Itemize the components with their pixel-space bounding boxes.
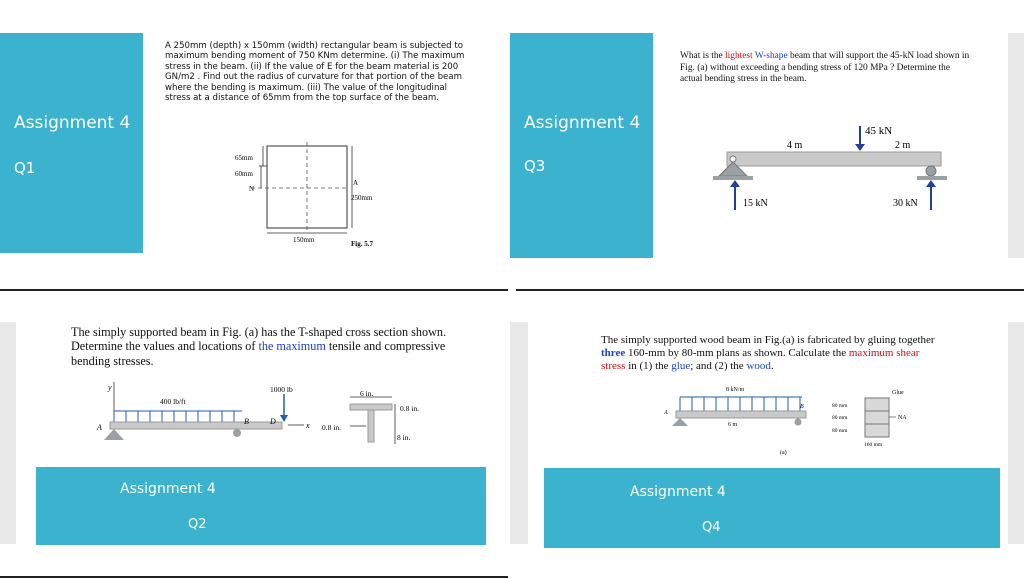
q2-dist-load-arrows: [114, 411, 234, 422]
q3-pin-a: [730, 156, 736, 162]
q2-flange-t-label: 0.8 in.: [400, 404, 419, 413]
q4-figure: [660, 384, 920, 459]
q2-t-web: [368, 410, 374, 442]
q2-support-b: [233, 429, 241, 437]
q3-title: Assignment 4: [524, 113, 641, 133]
q4-span-label: 6 m: [728, 422, 738, 428]
q4-section-bot: [865, 424, 889, 437]
slide-q2: [0, 292, 510, 579]
q1-title: Assignment 4: [14, 113, 131, 133]
q2-b-label: B: [244, 417, 249, 426]
q4-right-margin: [1008, 322, 1024, 544]
q4-support-a: [672, 418, 688, 426]
q4-section-mid: [865, 411, 889, 424]
q1-depth-label: 250mm: [351, 194, 373, 202]
q2-dist-load-label: 400 lb/ft: [160, 397, 186, 406]
q4-fig-caption: (a): [780, 450, 787, 456]
q3-beam: [727, 152, 941, 166]
q4-h2: 80 mm: [832, 415, 848, 421]
q3-span2: 2 m: [895, 140, 911, 151]
q3-span1: 4 m: [787, 140, 803, 151]
q3-right-margin: [1008, 33, 1024, 258]
q4-bottom-panel: [544, 468, 1000, 548]
slide-q3: [510, 0, 1024, 290]
q4-section-top: [865, 398, 889, 411]
q2-web-label: 0.8 in.: [322, 423, 341, 432]
divider-bottom-left: [0, 576, 508, 578]
q3-side-panel: [510, 33, 653, 258]
q1-dim-60: 60mm: [235, 170, 253, 178]
q2-flange-label: 6 in.: [360, 389, 374, 398]
q2-x-label: x: [306, 421, 310, 430]
q2-title: Assignment 4: [120, 481, 216, 497]
q2-figure: [92, 382, 452, 457]
q4-support-b: [795, 419, 802, 426]
q4-title: Assignment 4: [630, 484, 726, 500]
slide-q4: [510, 292, 1024, 579]
q4-label: Q4: [702, 520, 721, 535]
q2-depth-label: 8 in.: [397, 433, 411, 442]
slide-q1: [0, 0, 510, 285]
q4-b-label: B: [800, 404, 804, 410]
q3-r2-label: 30 kN: [893, 198, 918, 209]
q1-width-label: 150mm: [293, 236, 315, 244]
q4-a-label: A: [664, 410, 668, 416]
q1-side-panel: [0, 33, 143, 253]
q3-problem-text: What is the lightest W-shape beam that will support the 45-kN load shown in Fig. (a) without exceeding a bending stress of 120 MPa ? Determine the actual bending stress in the beam.: [680, 51, 970, 85]
q4-h1: 80 mm: [832, 403, 848, 409]
q2-bottom-panel: [36, 467, 486, 545]
q4-left-margin: [510, 322, 528, 544]
q2-left-margin: [0, 322, 16, 544]
q3-r1-label: 15 kN: [743, 198, 768, 209]
q4-problem-text: The simply supported wood beam in Fig.(a) is fabricated by gluing together three 160-mm by 80-mm plans as shown. Calculate the maximum shear stress in (1) the glue; and (2) the wood.: [601, 334, 935, 373]
q2-support-a: [104, 429, 124, 440]
q4-glue-label: Glue: [892, 390, 904, 396]
q2-y-label: y: [108, 383, 112, 392]
q2-problem-text: The simply supported beam in Fig. (a) has the T-shaped cross section shown. Determine the values and locations of the maximum tensile and compressive bending stresses.: [71, 325, 447, 368]
q4-beam: [676, 411, 806, 418]
q2-point-load-label: 1000 lb: [270, 385, 293, 394]
q1-figure: [225, 140, 425, 255]
q1-a-label: A: [353, 179, 359, 187]
divider-top-left: [0, 289, 508, 291]
q1-n-label: N: [249, 185, 255, 193]
q3-load-label: 45 kN: [865, 125, 893, 137]
q2-t-flange: [350, 404, 392, 410]
q4-h3: 80 mm: [832, 428, 848, 434]
q1-problem-text: A 250mm (depth) x 150mm (width) rectangular beam is subjected to maximum bending moment of 750 KNm determine. (i) The maximum stress in the beam. (ii) If the value of E for the beam material is 200 GN/m2 . Find out the radius of curvature for that portion of the beam where the bending is maximum. (iii) The value of the longitudinal stress at a distance of 65mm from the top surface of the beam.: [165, 41, 465, 104]
q4-load-label: 8 kN/m: [726, 387, 745, 393]
divider-top-right: [516, 289, 1024, 291]
q4-dist-load-arrows: [680, 397, 800, 411]
q3-figure: [705, 118, 965, 218]
q4-width-label: 160 mm: [864, 442, 883, 448]
q2-a-label: A: [97, 423, 102, 432]
q3-label: Q3: [524, 157, 546, 175]
q3-roller-b: [926, 166, 936, 176]
q4-na-label: NA: [898, 415, 907, 421]
q2-label: Q2: [188, 517, 207, 532]
q1-fig-caption: Fig. 5.7: [351, 240, 373, 248]
q1-label: Q1: [14, 159, 36, 177]
q2-beam: [110, 422, 282, 429]
q2-d-label: D: [270, 417, 276, 426]
q1-dim-65: 65mm: [235, 154, 253, 162]
